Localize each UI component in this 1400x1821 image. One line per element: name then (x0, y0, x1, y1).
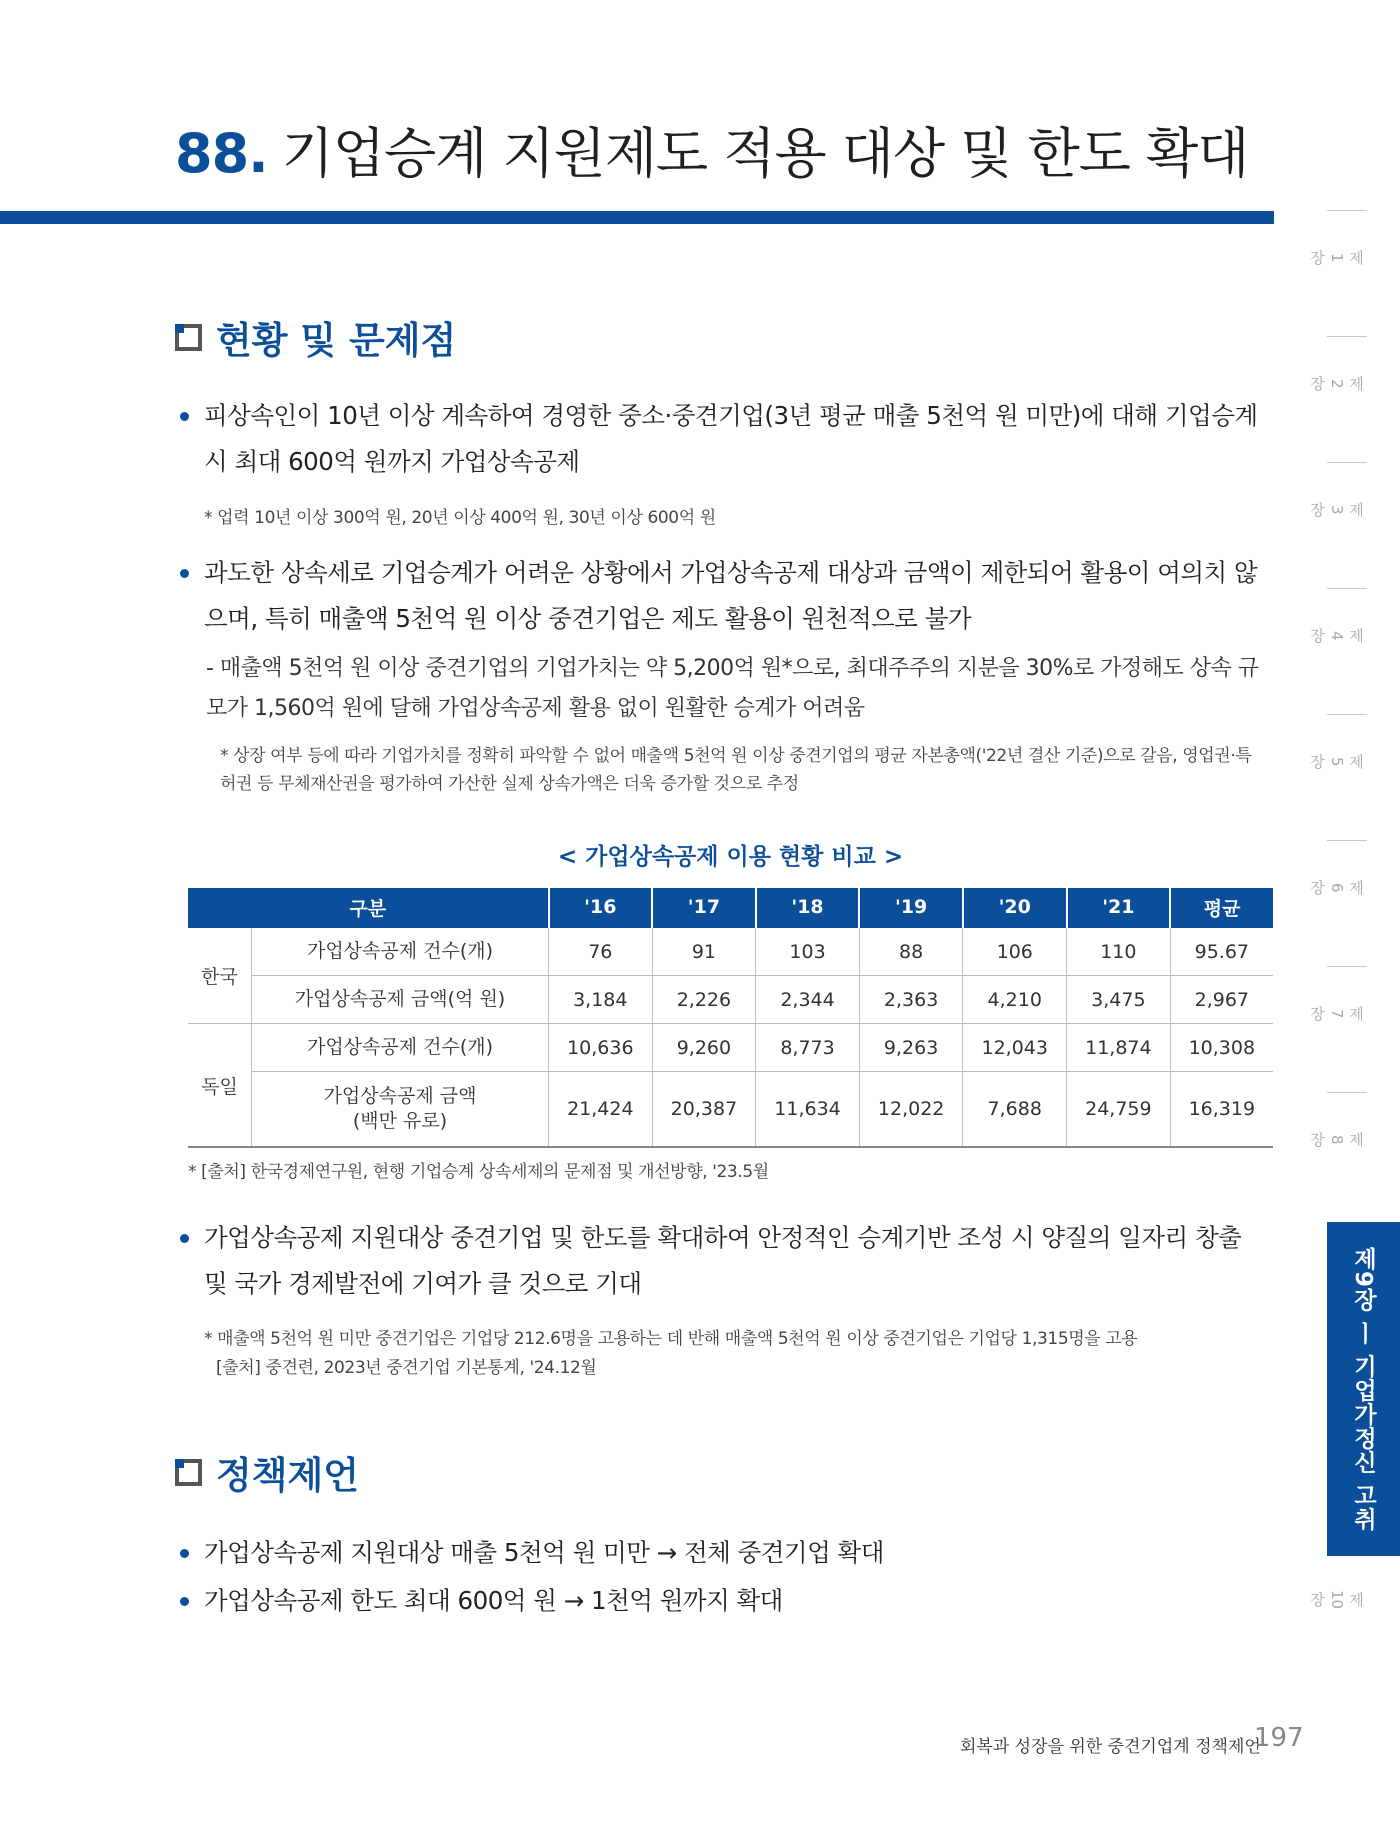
table-cell: 9,263 (859, 1024, 963, 1072)
chapter-tab-8[interactable]: 제8장 (1308, 1132, 1365, 1147)
table-header-row (188, 888, 1273, 927)
bullet-item: 가업상속공제 지원대상 중견기업 및 한도를 확대하여 안정적인 승계기반 조성 시 양질의 일자리 창출 및 국가 경제발전에 기여가 클 것으로 기대 (180, 1215, 1270, 1307)
section-heading-status: 현황 및 문제점 (175, 318, 456, 364)
chapter-tab-5[interactable]: 제5장 (1308, 754, 1365, 769)
table-row (188, 1024, 1273, 1072)
table-cell: 12,022 (859, 1072, 963, 1148)
table-header-cell: '20 (963, 888, 1067, 927)
table-header-cell: 평균 (1170, 888, 1273, 927)
section-square-icon (175, 1459, 202, 1486)
page-number: 197 (1254, 1723, 1304, 1753)
bullet-item: 피상속인이 10년 이상 계속하여 경영한 중소·중견기업(3년 평균 매출 5천억 원 미만)에 대해 기업승계 시 최대 600억 원까지 가업상속공제 (180, 393, 1270, 485)
group-cell: 한국 (188, 927, 252, 1024)
table-cell: 3,184 (549, 976, 653, 1024)
chapter-divider (1327, 588, 1367, 589)
bullet-dot-icon (180, 1549, 189, 1558)
footnote: * 매출액 5천억 원 미만 중견기업은 기업당 212.6명을 고용하는 데 반해 매출액 5천억 원 이상 중견기업은 기업당 1,315명을 고용 (204, 1329, 1138, 1349)
table-header-cell: '21 (1067, 888, 1171, 927)
row-label: 가업상속공제 건수(개) (252, 927, 549, 976)
chapter-divider (1327, 210, 1367, 211)
table-cell: 20,387 (652, 1072, 756, 1148)
chapter-divider (1327, 840, 1367, 841)
chapter-divider (1327, 1092, 1367, 1093)
row-label: 가업상속공제 금액(억 원) (252, 976, 549, 1024)
title-text: 기업승계 지원제도 적용 대상 및 한도 확대 (281, 122, 1249, 185)
chapter-divider (1327, 966, 1367, 967)
row-label: 가업상속공제 금액 (백만 유로) (252, 1072, 549, 1148)
row-label: 가업상속공제 건수(개) (252, 1024, 549, 1072)
chapter-divider (1327, 462, 1367, 463)
dash-item: - 매출액 5천억 원 이상 중견기업의 기업가치는 약 5,200억 원*으로, 최대주주의 지분을 30%로 가정해도 상속 규모가 1,560억 원에 달해 가업상속공제 활용 없이 원활한 승계가 어려움 (206, 656, 1259, 721)
comparison-table (188, 888, 1273, 1148)
section-square-icon (175, 324, 202, 351)
table-cell: 11,634 (756, 1072, 860, 1148)
table-header-cell: '16 (549, 888, 653, 927)
table-header-cell: '18 (756, 888, 860, 927)
chapter-divider (1327, 714, 1367, 715)
table-cell: 7,688 (963, 1072, 1067, 1148)
table-cell: 2,344 (756, 976, 860, 1024)
chapter-tab-6[interactable]: 제6장 (1308, 880, 1365, 895)
page-title (175, 118, 1248, 190)
table-row (188, 927, 1273, 976)
chapter-tab-7[interactable]: 제7장 (1308, 1006, 1365, 1021)
bullet-dot-icon (180, 569, 189, 578)
table-header-cell: 구분 (188, 888, 549, 927)
footnote: * 상장 여부 등에 따라 기업가치를 정확히 파악할 수 없어 매출액 5천억 원 이상 중견기업의 평균 자본총액('22년 결산 기준)으로 갈음, 영업권·특허권 등 무체재산권을 평가하여 가산한 실제 상속가액은 더욱 증가할 것으로 추정 (220, 746, 1252, 794)
table-cell: 91 (652, 927, 756, 976)
table-caption: < 가업상속공제 이용 현황 비교 > (557, 844, 904, 870)
group-cell: 독일 (188, 1024, 252, 1148)
table-cell: 2,363 (859, 976, 963, 1024)
table-row (188, 1072, 1273, 1148)
bullet-item: 과도한 상속세로 기업승계가 어려운 상황에서 가업상속공제 대상과 금액이 제한되어 활용이 여의치 않으며, 특히 매출액 5천억 원 이상 중견기업은 제도 활용이 원천적으로 불가 (180, 550, 1270, 642)
chapter-tab-3[interactable]: 제3장 (1308, 502, 1365, 517)
table-cell: 21,424 (549, 1072, 653, 1148)
footer-text: 회복과 성장을 위한 중견기업계 정책제언 (960, 1737, 1261, 1757)
table-cell: 2,967 (1170, 976, 1273, 1024)
table-header-cell: '19 (859, 888, 963, 927)
table-cell: 12,043 (963, 1024, 1067, 1072)
table-cell: 95.67 (1170, 927, 1273, 976)
table-cell: 11,874 (1067, 1024, 1171, 1072)
table-header-cell: '17 (652, 888, 756, 927)
chapter-tab-1[interactable]: 제1장 (1308, 250, 1365, 265)
table-row (188, 976, 1273, 1024)
chapter-tab-2[interactable]: 제2장 (1308, 376, 1365, 391)
table-cell: 88 (859, 927, 963, 976)
title-number: 88. (175, 122, 268, 185)
table-cell: 24,759 (1067, 1072, 1171, 1148)
footnote-source: [출처] 중견련, 2023년 중견기업 기본통계, '24.12월 (216, 1358, 597, 1378)
table-cell: 103 (756, 927, 860, 976)
bullet-item: 가업상속공제 지원대상 매출 5천억 원 미만 → 전체 중견기업 확대 (180, 1530, 1270, 1576)
table-cell: 110 (1067, 927, 1171, 976)
table-cell: 3,475 (1067, 976, 1171, 1024)
bullet-dot-icon (180, 1597, 189, 1606)
chapter-divider (1327, 336, 1367, 337)
footnote: * 업력 10년 이상 300억 원, 20년 이상 400억 원, 30년 이상 600억 원 (204, 508, 716, 528)
table-cell: 16,319 (1170, 1072, 1273, 1148)
title-underline-bar (0, 211, 1274, 224)
table-cell: 2,226 (652, 976, 756, 1024)
table-cell: 4,210 (963, 976, 1067, 1024)
chapter-tab-10[interactable]: 제10장 (1308, 1590, 1365, 1610)
table-cell: 106 (963, 927, 1067, 976)
table-cell: 8,773 (756, 1024, 860, 1072)
table-cell: 10,308 (1170, 1024, 1273, 1072)
table-cell: 9,260 (652, 1024, 756, 1072)
bullet-item: 가업상속공제 한도 최대 600억 원 → 1천억 원까지 확대 (180, 1578, 1270, 1624)
chapter-tab-4[interactable]: 제4장 (1308, 628, 1365, 643)
bullet-dot-icon (180, 1234, 189, 1243)
table-cell: 10,636 (549, 1024, 653, 1072)
table-cell: 76 (549, 927, 653, 976)
chapter-tab-9-active[interactable]: 제9장 ㅣ 기업가정신 고취 (1350, 1246, 1376, 1532)
bullet-dot-icon (180, 412, 189, 421)
section-heading-policy: 정책제언 (175, 1453, 359, 1499)
table-source: * [출처] 한국경제연구원, 현행 기업승계 상속세제의 문제점 및 개선방향, '23.5월 (188, 1162, 769, 1182)
